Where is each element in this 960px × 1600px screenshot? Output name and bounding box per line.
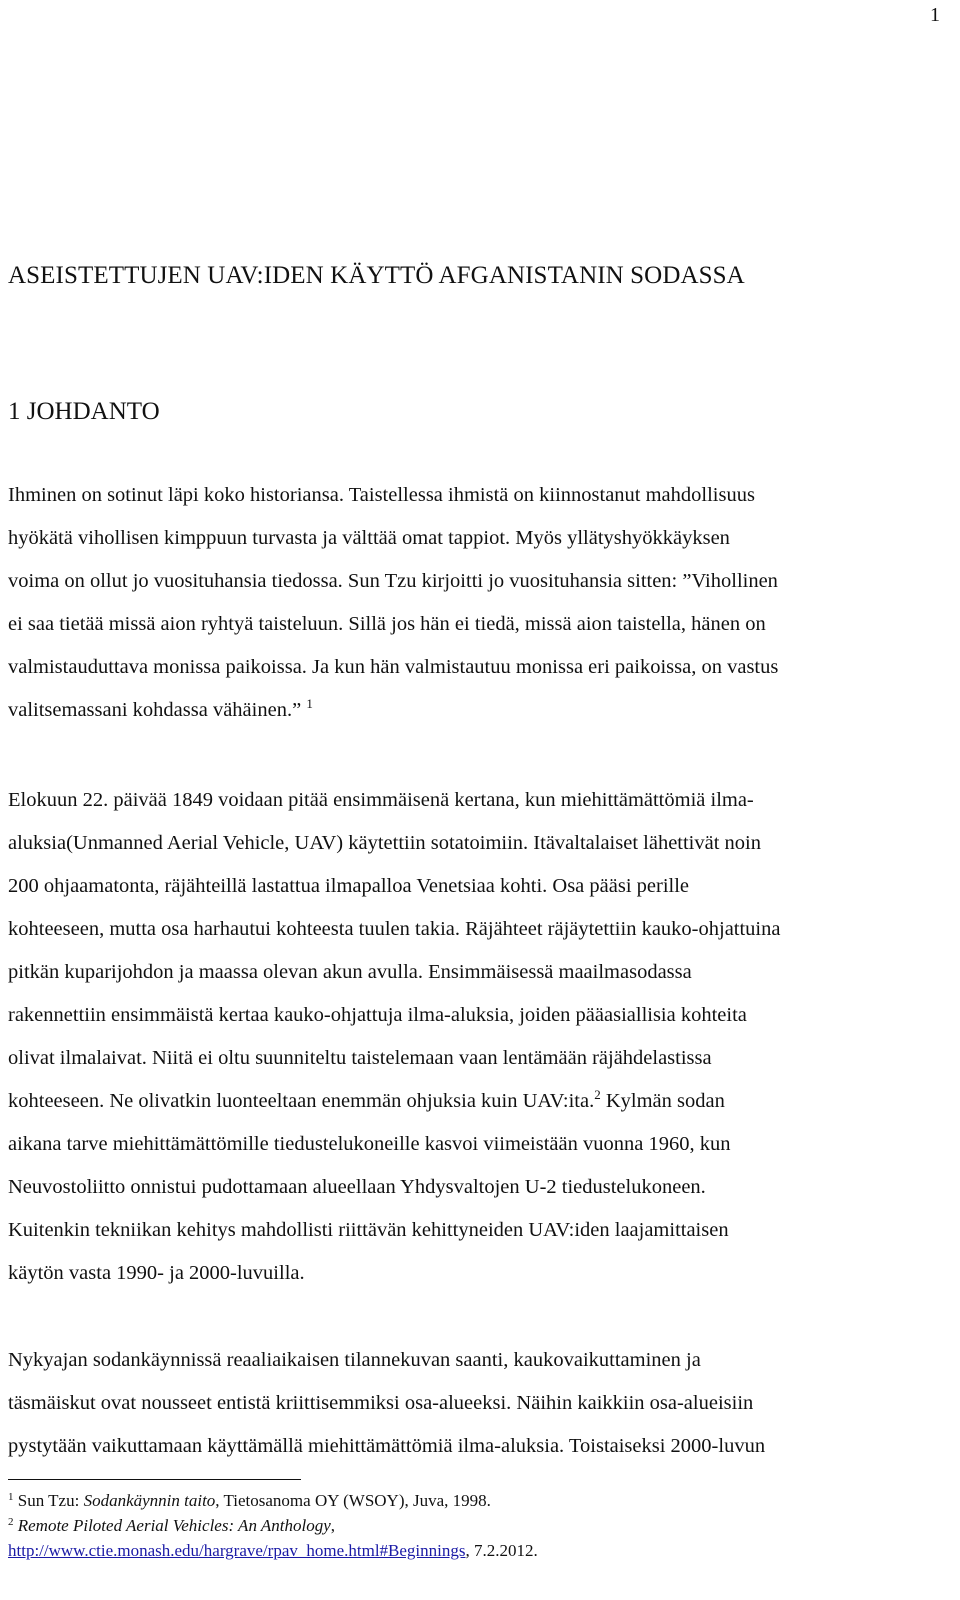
footnote-date: , 7.2.2012. bbox=[465, 1541, 538, 1560]
page-number: 1 bbox=[930, 4, 940, 26]
footnote-number: 1 bbox=[8, 1491, 14, 1503]
paragraph-line: kohteeseen, mutta osa harhautui kohteesta tuulen takia. Räjähteet räjäytettiin kauko-ohjattuina bbox=[8, 918, 781, 940]
paragraph-line: hyökätä vihollisen kimppuun turvasta ja välttää omat tappiot. Myös yllätyshyökkäyksen bbox=[8, 527, 730, 549]
paragraph-line bbox=[8, 1080, 948, 1123]
footnote-publisher: , Tietosanoma OY (WSOY), Juva, 1998. bbox=[215, 1491, 491, 1510]
footnote-2-source bbox=[8, 1538, 538, 1563]
footnote-ref-1[interactable]: 1 bbox=[306, 696, 313, 711]
footnote-number: 2 bbox=[8, 1516, 14, 1528]
paragraph-line: Neuvostoliitto onnistui pudottamaan alueellaan Yhdysvaltojen U-2 tiedustelukoneen. bbox=[8, 1176, 706, 1198]
paragraph-1 bbox=[8, 474, 948, 732]
paragraph-line: pystytään vaikuttamaan käyttämällä miehittämättömiä ilma-aluksia. Toistaiseksi 2000-luvun bbox=[8, 1435, 766, 1457]
section-heading: 1 JOHDANTO bbox=[8, 398, 160, 425]
footnotes bbox=[8, 1488, 538, 1563]
paragraph-line: aikana tarve miehittämättömille tiedustelukoneille kasvoi viimeistään vuonna 1960, kun bbox=[8, 1133, 731, 1155]
paragraph-line: Elokuun 22. päivää 1849 voidaan pitää ensimmäisenä kertana, kun miehittämättömiä ilma- bbox=[8, 789, 754, 811]
paragraph-line: 200 ohjaamatonta, räjähteillä lastattua ilmapalloa Venetsiaa kohti. Osa pääsi perille bbox=[8, 875, 690, 897]
paragraph-line: valmistauduttava monissa paikoissa. Ja kun hän valmistautuu monissa eri paikoissa, on vastus bbox=[8, 656, 779, 678]
paragraph-line-text: valitsemassani kohdassa vähäinen.” bbox=[8, 699, 302, 721]
paragraph-line: Kuitenkin tekniikan kehitys mahdollisti riittävän kehittyneiden UAV:iden laajamittaisen bbox=[8, 1219, 729, 1241]
paragraph-line: aluksia(Unmanned Aerial Vehicle, UAV) käytettiin sotatoimiin. Itävaltalaiset lähettivät noin bbox=[8, 832, 761, 854]
footnote-work-title: Sodankäynnin taito bbox=[83, 1491, 216, 1510]
footnote-url-link[interactable]: http://www.ctie.monash.edu/hargrave/rpav_home.html#Beginnings bbox=[8, 1541, 466, 1560]
paragraph-line: Nykyajan sodankäynnissä reaaliaikaisen tilannekuvan saanti, kaukovaikuttaminen ja bbox=[8, 1349, 701, 1371]
paragraph-line: ei saa tietää missä aion ryhtyä taisteluun. Sillä jos hän ei tiedä, missä aion taistella, hänen on bbox=[8, 613, 766, 635]
footnote-work-title: Remote Piloted Aerial Vehicles: An Anthology bbox=[17, 1516, 331, 1535]
footnote-author: Sun Tzu: bbox=[17, 1491, 84, 1510]
paragraph-2 bbox=[8, 779, 948, 1295]
paragraph-line-text: kohteeseen. Ne olivatkin luonteeltaan enemmän ohjuksia kuin UAV:ita. bbox=[8, 1090, 595, 1112]
footnote-ref-2[interactable]: 2 bbox=[594, 1087, 601, 1102]
paragraph-line: käytön vasta 1990- ja 2000-luvuilla. bbox=[8, 1262, 305, 1284]
paragraph-line: täsmäiskut ovat nousseet entistä kriittisemmiksi osa-alueeksi. Näihin kaikkiin osa-alueisiin bbox=[8, 1392, 754, 1414]
paragraph-line bbox=[8, 689, 948, 732]
paragraph-line: rakennettiin ensimmäistä kertaa kauko-ohjattuja ilma-aluksia, joiden pääasiallisia kohteita bbox=[8, 1004, 747, 1026]
paragraph-3 bbox=[8, 1339, 948, 1468]
paragraph-line: Ihminen on sotinut läpi koko historiansa. Taistellessa ihmistä on kiinnostanut mahdollisuus bbox=[8, 484, 755, 506]
paragraph-line: voima on ollut jo vuosituhansia tiedossa. Sun Tzu kirjoitti jo vuosituhansia sitten: ”Vihollinen bbox=[8, 570, 778, 592]
document-title: ASEISTETTUJEN UAV:IDEN KÄYTTÖ AFGANISTANIN SODASSA bbox=[8, 262, 745, 289]
footnote-punctuation: , bbox=[330, 1516, 336, 1535]
paragraph-line: pitkän kuparijohdon ja maassa olevan akun avulla. Ensimmäisessä maailmasodassa bbox=[8, 961, 692, 983]
paragraph-line: olivat ilmalaivat. Niitä ei oltu suunniteltu taistelemaan vaan lentämään räjähdelastissa bbox=[8, 1047, 712, 1069]
paragraph-line-text: Kylmän sodan bbox=[600, 1090, 725, 1112]
footnote-2 bbox=[8, 1513, 538, 1538]
footnote-1 bbox=[8, 1488, 538, 1513]
footnote-divider bbox=[8, 1479, 301, 1480]
